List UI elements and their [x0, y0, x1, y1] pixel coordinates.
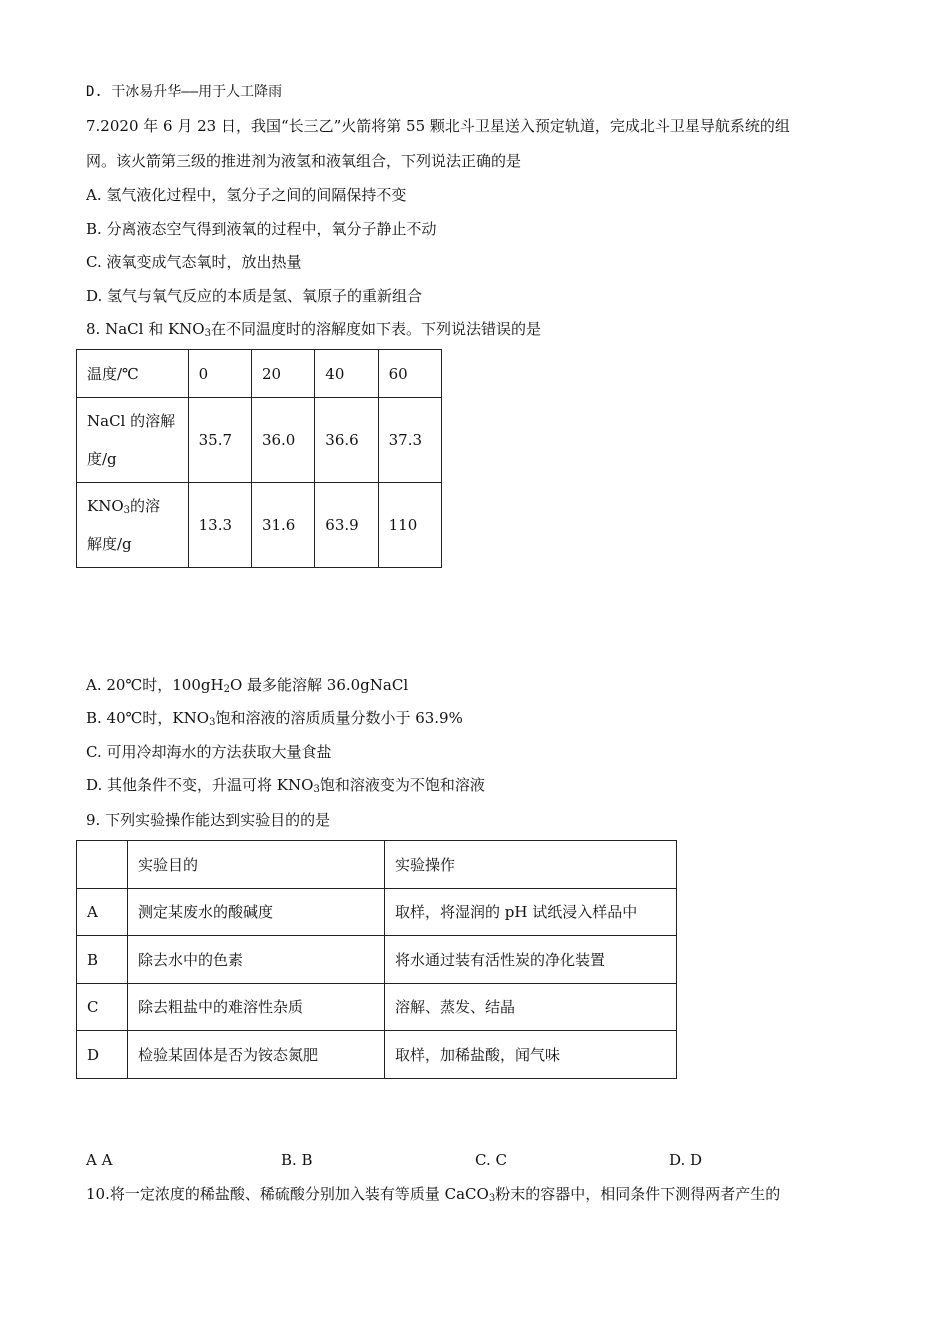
q6-option-d: D. 干冰易升华——用于人工降雨 [86, 84, 283, 100]
kno3-60: 110 [378, 483, 441, 568]
q9-answer-b: B. B [281, 1151, 313, 1169]
q8-option-d-text: D. 其他条件不变，升温可将 KNO [86, 776, 314, 794]
q8-stem-sub: 3 [204, 328, 211, 339]
row-op-c: 溶解、蒸发、结晶 [385, 984, 677, 1031]
row-key-b: B [77, 936, 128, 984]
row-key-c: C [77, 984, 128, 1031]
row-nacl-label-line1: NaCl 的溶解 [87, 412, 176, 430]
q9-answer-d: D. D [669, 1151, 703, 1169]
q8-stem-text-b: 在不同温度时的溶解度如下表。下列说法错误的是 [210, 320, 541, 338]
q8-option-a-text-b: O 最多能溶解 36.0gNaCl [229, 676, 409, 694]
q8-option-a [86, 675, 408, 695]
header-operation: 实验操作 [385, 841, 677, 889]
q8-option-d-sub: 3 [313, 784, 320, 795]
q9-answer-a: A A [86, 1151, 113, 1169]
q9-stem: 9. 下列实验操作能达到实验目的的是 [86, 811, 331, 829]
q10-stem-line1 [86, 1184, 780, 1204]
experiment-table [76, 840, 677, 1079]
q8-option-b-text: B. 40℃时，KNO [86, 709, 210, 727]
row-key-d: D [77, 1031, 128, 1079]
q10-stem-sub: 3 [488, 1193, 496, 1204]
table-row [77, 889, 677, 936]
header-0: 0 [188, 350, 251, 398]
row-nacl-label [77, 398, 189, 483]
table-row [77, 350, 442, 398]
nacl-20: 36.0 [251, 398, 314, 483]
table-row [77, 841, 677, 889]
q9-answer-c: C. C [475, 1151, 507, 1169]
header-goal: 实验目的 [128, 841, 385, 889]
row-goal-c: 除去粗盐中的难溶性杂质 [128, 984, 385, 1031]
q8-stem-text-a: 8. NaCl 和 KNO [86, 320, 205, 338]
row-goal-a: 测定某废水的酸碱度 [128, 889, 385, 936]
q10-stem-text: 10.将一定浓度的稀盐酸、稀硫酸分别加入装有等质量 CaCO [86, 1185, 489, 1203]
kno3-20: 31.6 [251, 483, 314, 568]
table-row [77, 398, 442, 483]
row-op-b: 将水通过装有活性炭的净化装置 [385, 936, 677, 984]
row-key-a: A [77, 889, 128, 936]
row-op-a: 取样，将湿润的 pH 试纸浸入样品中 [385, 889, 677, 936]
kno3-text: KNO [87, 497, 124, 515]
q8-option-a-sub: 2 [223, 684, 230, 695]
q7-stem-line2: 网。该火箭第三级的推进剂为液氢和液氧组合，下列说法正确的是 [86, 152, 522, 170]
q8-option-c: C. 可用冷却海水的方法获取大量食盐 [86, 743, 332, 761]
kno3-sub: 3 [123, 505, 131, 516]
row-kno3-label [77, 483, 189, 568]
q7-option-c: C. 液氧变成气态氧时，放出热量 [86, 253, 302, 271]
nacl-40: 36.6 [315, 398, 378, 483]
table-row [77, 483, 442, 568]
q7-option-b: B. 分离液态空气得到液氧的过程中，氧分子静止不动 [86, 220, 437, 238]
header-temperature: 温度/℃ [77, 350, 189, 398]
row-op-d: 取样，加稀盐酸，闻气味 [385, 1031, 677, 1079]
q8-option-b-sub: 3 [209, 717, 216, 728]
row-kno3-label-line1 [87, 487, 188, 525]
header-40: 40 [315, 350, 378, 398]
nacl-0: 35.7 [188, 398, 251, 483]
header-20: 20 [251, 350, 314, 398]
row-goal-b: 除去水中的色素 [128, 936, 385, 984]
q8-option-b-text-b: 饱和溶液的溶质质量分数小于 63.9% [215, 709, 463, 727]
solubility-table [76, 349, 442, 568]
q8-option-d [86, 775, 485, 795]
row-goal-d: 检验某固体是否为铵态氮肥 [128, 1031, 385, 1079]
q8-stem [86, 319, 541, 339]
table-row [77, 984, 677, 1031]
q7-stem-line1: 7.2020 年 6 月 23 日，我国“长三乙”火箭将第 55 颗北斗卫星送入预定轨道，完成北斗卫星导航系统的组 [86, 117, 790, 135]
q7-option-a: A. 氢气液化过程中，氢分子之间的间隔保持不变 [86, 186, 407, 204]
q7-option-d: D. 氢气与氧气反应的本质是氢、氧原子的重新组合 [86, 287, 423, 305]
table-row [77, 936, 677, 984]
row-nacl-label-line2: 度/g [87, 450, 117, 468]
table-row [77, 1031, 677, 1079]
q8-option-d-text-b: 饱和溶液变为不饱和溶液 [319, 776, 485, 794]
q8-option-b [86, 708, 463, 728]
kno3-0: 13.3 [188, 483, 251, 568]
header-60: 60 [378, 350, 441, 398]
q8-option-a-text: A. 20℃时，100gH [86, 676, 224, 694]
row-kno3-label-line2: 解度/g [87, 535, 132, 553]
header-key [77, 841, 128, 889]
kno3-40: 63.9 [315, 483, 378, 568]
q10-stem-text-b: 粉末的容器中，相同条件下测得两者产生的 [495, 1185, 781, 1203]
kno3-text-b: 的溶 [130, 497, 161, 515]
nacl-60: 37.3 [378, 398, 441, 483]
